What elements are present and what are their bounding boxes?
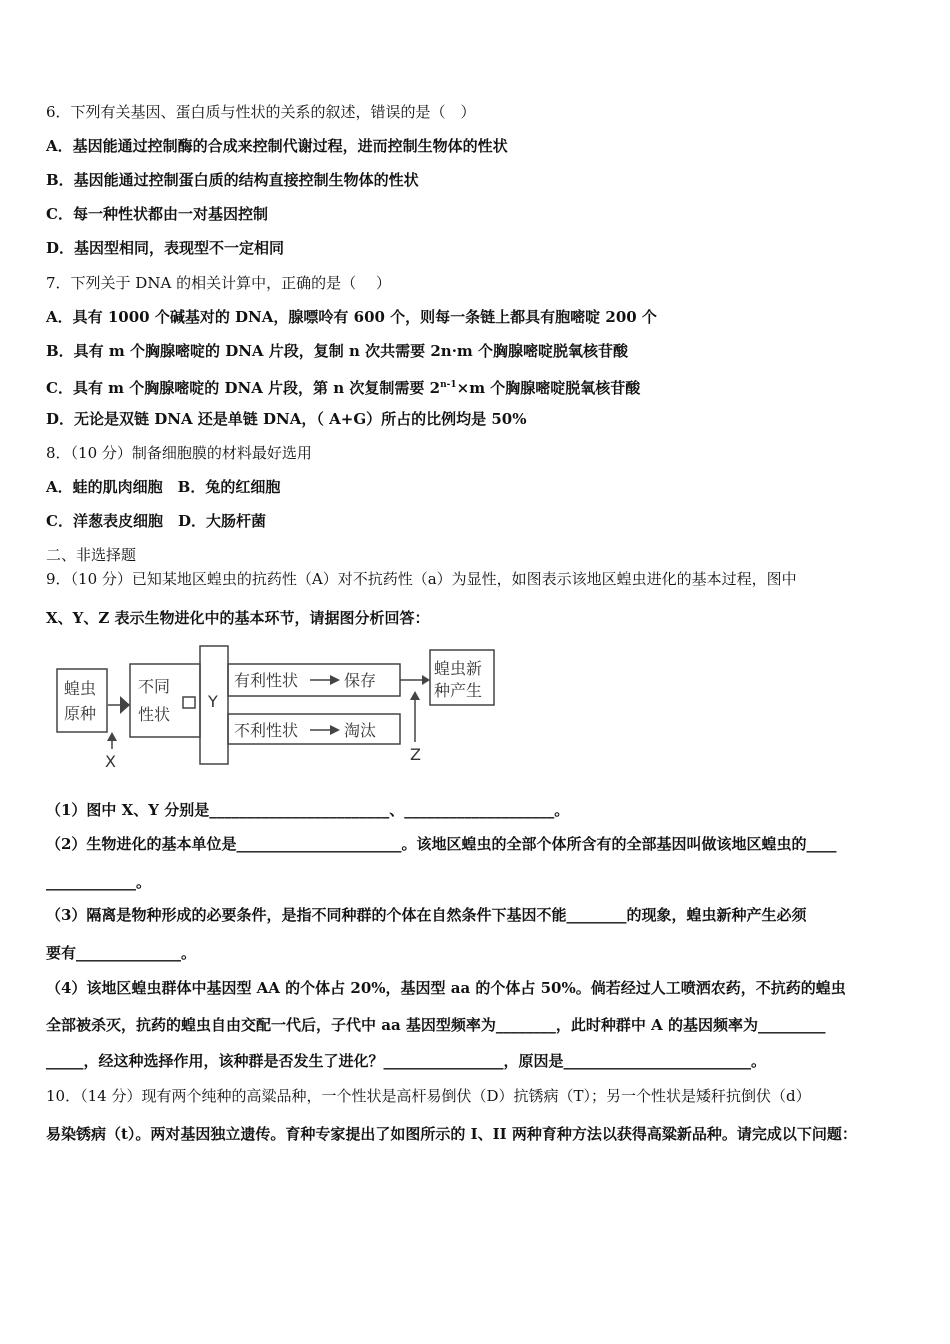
q7-option-b: B．具有 m 个胸腺嘧啶的 DNA 片段，复制 n 次共需要 2n·m 个胸腺嘧啶脱氧核苷酸 [46, 342, 629, 360]
x-label: X [105, 752, 116, 771]
q7-option-c-text: C．具有 m 个胸腺嘧啶的 DNA 片段，第 n 次复制需要 2 [46, 379, 441, 397]
arrow-up-icon [107, 732, 117, 741]
new-species-label-2: 种产生 [434, 681, 483, 700]
q9-part3-line1: （3）隔离是物种形成的必要条件，是指不同种群的个体在自然条件下基因不能________的现象，蝗虫新种产生必须 [46, 906, 807, 924]
arrow-right-icon [330, 675, 340, 685]
q7-option-c-tail: ×m 个胸腺嘧啶脱氧核苷酸 [456, 379, 641, 397]
traits-label-1: 不同 [138, 677, 171, 696]
q6-option-d: D．基因型相同，表现型不一定相同 [46, 239, 285, 257]
q7-option-d: D．无论是双链 DNA 还是单链 DNA，（ A+G）所占的比例均是 50% [46, 410, 527, 428]
q8-options-cd: C．洋葱表皮细胞 D．大肠杆菌 [46, 512, 266, 530]
q9-part1: （1）图中 X、Y 分别是________________________、____________________。 [46, 801, 570, 819]
z-label: Z [410, 745, 421, 764]
q7-stem: 7．下列关于 DNA 的相关计算中，正确的是（ ） [46, 274, 391, 292]
keep-label: 保存 [344, 671, 377, 690]
origin-label-2: 原种 [64, 704, 97, 723]
section-heading: 二、非选择题 [46, 546, 137, 564]
traits-box [130, 664, 200, 737]
q9-part4-line3: _____，经这种选择作用，该种群是否发生了进化？________________，原因是_________________________。 [46, 1052, 767, 1070]
q8-options-ab: A．蛙的肌肉细胞 B．兔的红细胞 [46, 478, 281, 496]
q9-part3-line2: 要有______________。 [46, 944, 197, 962]
unfavorable-label: 不利性状 [234, 721, 299, 740]
arrow-up-icon [410, 691, 420, 700]
q9-part4-line2: 全部被杀灭，抗药的蝗虫自由交配一代后，子代中 aa 基因型频率为________，此时种群中 A 的基因频率为_________ [46, 1016, 826, 1034]
traits-label-2: 性状 [138, 705, 171, 724]
arrow-right-icon [330, 725, 340, 735]
q9-stem-line1: 9．（10 分）已知某地区蝗虫的抗药性（A）对不抗药性（a）为显性，如图表示该地区蝗虫进化的基本过程，图中 [46, 570, 797, 588]
q10-stem-line1: 10．（14 分）现有两个纯种的高粱品种，一个性状是高杆易倒伏（D）抗锈病（T）；另一个性状是矮秆抗倒伏（d） [46, 1087, 811, 1105]
q6-option-c: C．每一种性状都由一对基因控制 [46, 205, 268, 223]
q10-stem-line2: 易染锈病（t）。两对基因独立遗传。育种专家提出了如图所示的 I、II 两种育种方法以获得高粱新品种。请完成以下问题： [46, 1125, 857, 1143]
q7-option-c-exponent: n-1 [440, 380, 457, 390]
new-species-label-1: 蝗虫新 [434, 659, 483, 678]
arrow-right-icon [422, 675, 430, 685]
q8-stem: 8．（10 分）制备细胞膜的材料最好选用 [46, 444, 312, 462]
arrow-right-icon [120, 696, 130, 714]
q9-part4-line1: （4）该地区蝗虫群体中基因型 AA 的个体占 20%，基因型 aa 的个体占 50%。倘若经过人工喷洒农药，不抗药的蝗虫 [46, 979, 846, 997]
q6-stem: 6．下列有关基因、蛋白质与性状的关系的叙述，错误的是（ ） [46, 103, 476, 121]
favorable-label: 有利性状 [234, 671, 299, 690]
evolution-diagram [50, 644, 510, 778]
q7-option-a: A．具有 1000 个碱基对的 DNA，腺嘌呤有 600 个，则每一条链上都具有胞嘧啶 200 个 [46, 308, 657, 326]
q9-stem-line2: X、Y、Z 表示生物进化中的基本环节，请据图分析回答： [46, 609, 430, 627]
q9-part2-line1: （2）生物进化的基本单位是______________________。该地区蝗虫的全部个体所含有的全部基因叫做该地区蝗虫的____ [46, 835, 837, 853]
q7-option-c [46, 375, 640, 398]
y-label: Y [208, 692, 218, 711]
q6-option-a: A．基因能通过控制酶的合成来控制代谢过程，进而控制生物体的性状 [46, 137, 508, 155]
q6-option-b: B．基因能通过控制蛋白质的结构直接控制生物体的性状 [46, 171, 419, 189]
q9-part2-line2: ____________。 [46, 873, 152, 891]
origin-label-1: 蝗虫 [64, 679, 97, 698]
eliminate-label: 淘汰 [344, 721, 377, 740]
